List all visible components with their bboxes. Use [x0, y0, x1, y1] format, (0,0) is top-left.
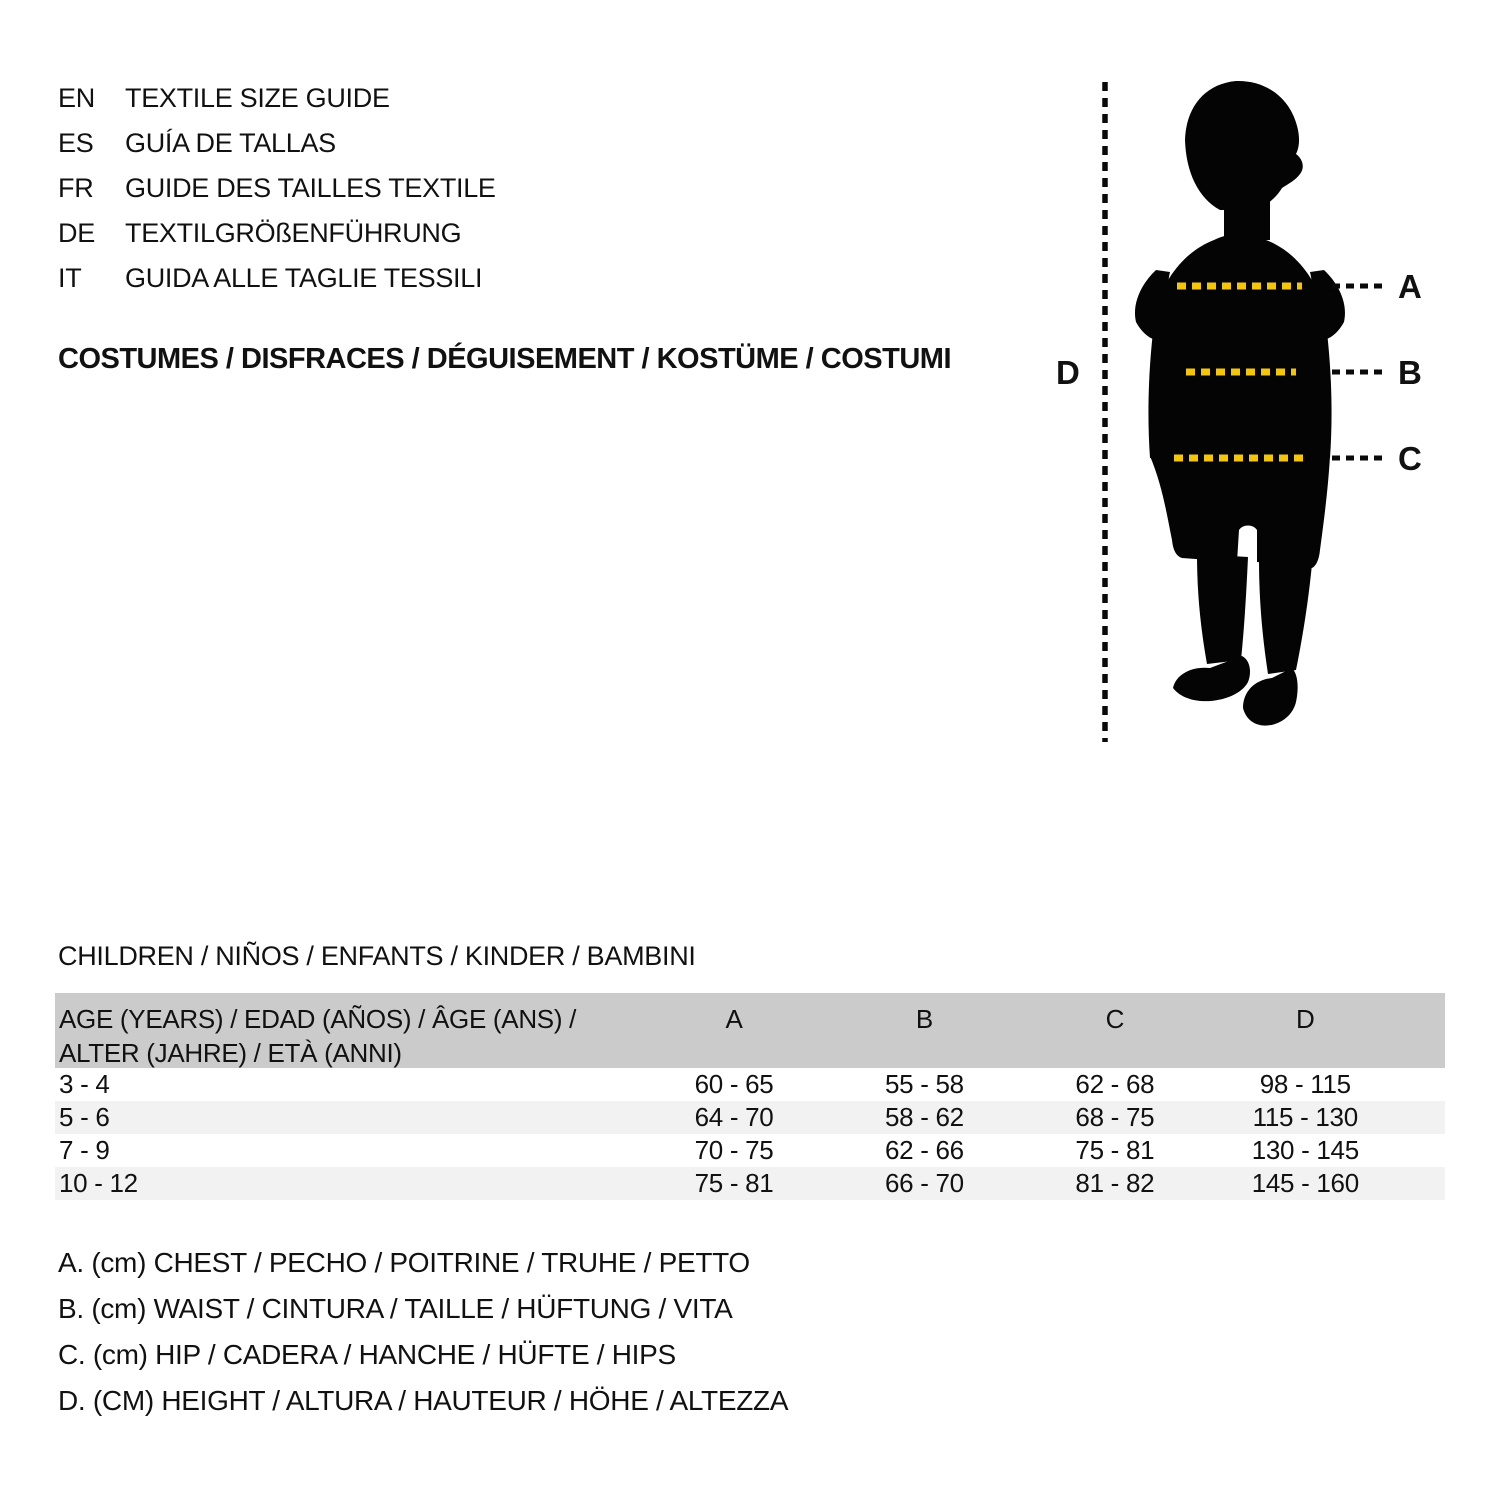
- waist-label: B: [1398, 354, 1422, 391]
- chest-range: 60 - 65: [694, 1069, 774, 1099]
- column-header-b: B: [915, 1004, 933, 1034]
- language-row-es: [58, 121, 496, 166]
- table-row: [55, 1068, 1445, 1101]
- language-title: GUÍA DE TALLAS: [125, 128, 336, 158]
- hip-range: 75 - 81: [1075, 1135, 1155, 1165]
- chest-label: A: [1398, 268, 1422, 305]
- age-value: 10 - 12: [59, 1168, 138, 1198]
- waist-range: 66 - 70: [885, 1168, 964, 1198]
- hip-range: 62 - 68: [1075, 1069, 1155, 1099]
- language-row-de: [58, 211, 496, 256]
- language-row-it: [58, 256, 496, 301]
- age-column-header-line1: AGE (YEARS) / EDAD (AÑOS) / ÂGE (ANS) /: [59, 1004, 577, 1034]
- height-label: D: [1056, 354, 1080, 391]
- height-range: 130 - 145: [1251, 1135, 1359, 1165]
- language-title: TEXTILE SIZE GUIDE: [125, 83, 390, 113]
- table-header-row: [55, 993, 1445, 1068]
- language-row-fr: [58, 166, 496, 211]
- legend-waist: B. (cm) WAIST / CINTURA / TAILLE / HÜFTUNG / VITA: [58, 1293, 733, 1324]
- column-header-d: D: [1296, 1004, 1315, 1034]
- legend-chest: A. (cm) CHEST / PECHO / POITRINE / TRUHE / PETTO: [58, 1247, 750, 1278]
- table-row: [55, 1134, 1445, 1167]
- category-title: COSTUMES / DISFRACES / DÉGUISEMENT / KOSTÜME / COSTUMI: [58, 343, 951, 375]
- children-size-table: [55, 993, 1445, 1200]
- waist-range: 55 - 58: [885, 1069, 964, 1099]
- age-column-header-line2: ALTER (JAHRE) / ETÀ (ANNI): [59, 1038, 402, 1068]
- height-range: 98 - 115: [1259, 1069, 1351, 1099]
- hip-range: 81 - 82: [1075, 1168, 1155, 1198]
- language-code: IT: [58, 263, 82, 293]
- header-spacer: [1400, 993, 1445, 1002]
- language-code: DE: [58, 218, 95, 248]
- language-title-list: [58, 76, 496, 301]
- hip-label: C: [1398, 440, 1422, 477]
- age-value: 7 - 9: [59, 1135, 110, 1165]
- measurement-legend: [58, 1240, 788, 1424]
- language-title: GUIDA ALLE TAGLIE TESSILI: [125, 263, 483, 293]
- hip-range: 68 - 75: [1075, 1102, 1155, 1132]
- child-silhouette-icon: [1135, 81, 1345, 726]
- column-header-c: C: [1105, 1004, 1125, 1034]
- table-row: [55, 1101, 1445, 1134]
- height-range: 115 - 130: [1252, 1102, 1358, 1132]
- chest-range: 64 - 70: [694, 1102, 774, 1132]
- waist-range: 58 - 62: [885, 1102, 964, 1132]
- age-column-header: [55, 993, 639, 1070]
- waist-range: 62 - 66: [885, 1135, 964, 1165]
- language-code: ES: [58, 128, 94, 158]
- age-value: 3 - 4: [59, 1069, 110, 1099]
- chest-range: 70 - 75: [694, 1135, 774, 1165]
- language-title: GUIDE DES TAILLES TEXTILE: [125, 173, 496, 203]
- column-header-a: A: [725, 1004, 743, 1034]
- language-code: FR: [58, 173, 94, 203]
- measurement-figure: [1040, 60, 1500, 760]
- language-title: TEXTILGRÖßENFÜHRUNG: [125, 218, 462, 248]
- chest-range: 75 - 81: [694, 1168, 774, 1198]
- language-row-en: [58, 76, 496, 121]
- children-section-title: CHILDREN / NIÑOS / ENFANTS / KINDER / BAMBINI: [58, 941, 696, 971]
- legend-height: D. (CM) HEIGHT / ALTURA / HAUTEUR / HÖHE / ALTEZZA: [58, 1385, 789, 1416]
- age-value: 5 - 6: [59, 1102, 110, 1132]
- language-code: EN: [58, 83, 95, 113]
- table-row: [55, 1167, 1445, 1200]
- legend-hip: C. (cm) HIP / CADERA / HANCHE / HÜFTE / HIPS: [58, 1339, 676, 1370]
- height-range: 145 - 160: [1251, 1168, 1359, 1198]
